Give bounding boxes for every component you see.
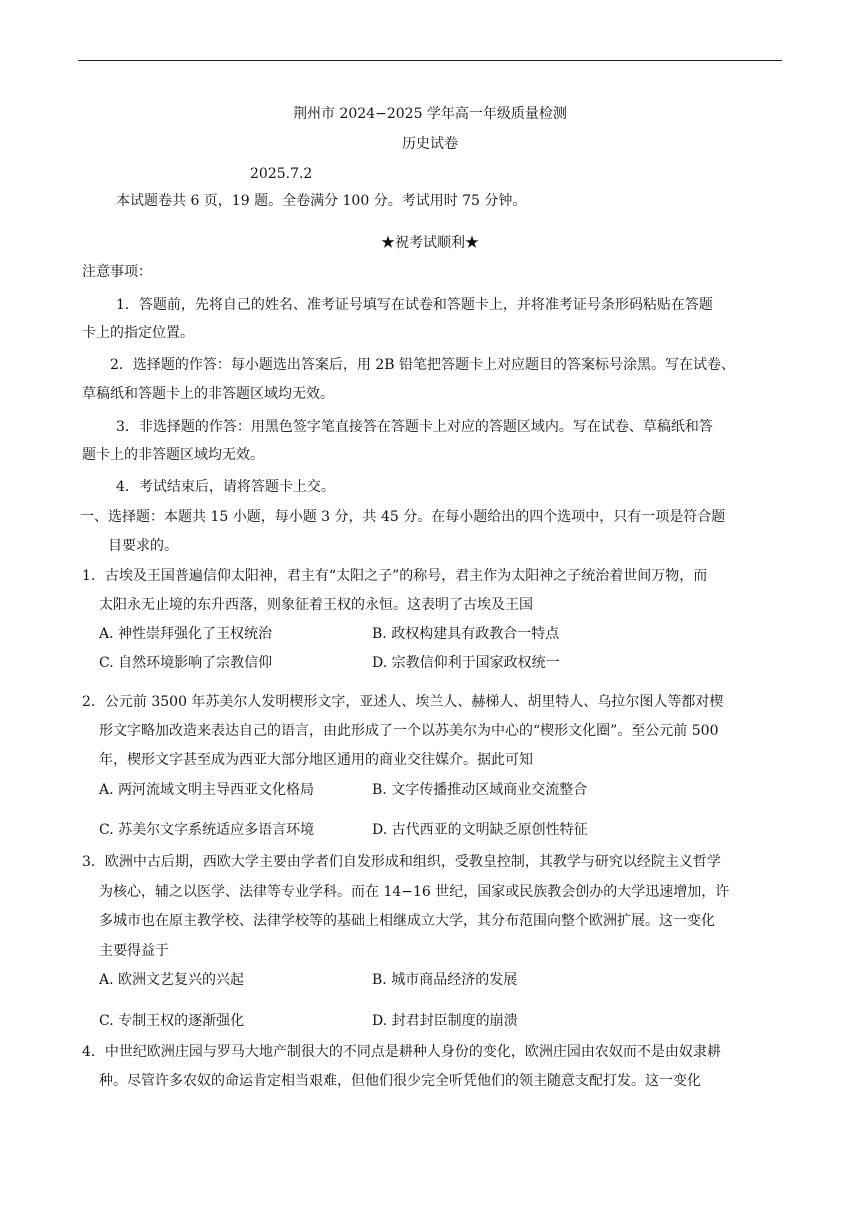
q4-line1: 4．中世纪欧洲庄园与罗马大地产制很大的不同点是耕种人身份的变化，欧洲庄园由农奴而不是由奴隶耕 (82, 1044, 721, 1060)
q1-option-a: A. 神性崇拜强化了王权统治 (99, 626, 273, 642)
q2-option-a: A. 两河流域文明主导西亚文化格局 (99, 782, 315, 798)
note-4-line1: 4．考试结束后，请将答题卡上交。 (116, 479, 335, 495)
exam-title: 荆州市 2024−2025 学年高一年级质量检测 (293, 106, 567, 122)
notes-heading: 注意事项： (82, 264, 152, 280)
exam-intro: 本试题卷共 6 页，19 题。全卷满分 100 分。考试用时 75 分钟。 (116, 193, 527, 209)
note-1-line1: 1．答题前，先将自己的姓名、准考证号填写在试卷和答题卡上，并将准考证号条形码粘贴在答题 (116, 297, 713, 313)
q1-option-d: D. 宗教信仰利于国家政权统一 (372, 655, 560, 671)
q1-option-b: B. 政权构建具有政教合一特点 (372, 626, 560, 642)
q3-line3: 多城市也在原主教学校、法律学校等的基础上相继成立大学，其分布范围向整个欧洲扩展。这一变化 (99, 913, 715, 929)
q2-line3: 年，楔形文字甚至成为西亚大部分地区通用的商业交往媒介。据此可知 (99, 752, 533, 768)
q1-line1: 1．古埃及王国普遍信仰太阳神，君主有“太阳之子”的称号，君主作为太阳神之子统治着世间万物，而 (82, 568, 708, 584)
note-3-line2: 题卡上的非答题区域均无效。 (82, 447, 264, 463)
note-1-line2: 卡上的指定位置。 (82, 325, 194, 341)
q3-option-b: B. 城市商品经济的发展 (372, 972, 518, 988)
note-3-line1: 3．非选择题的作答：用黑色签字笔直接答在答题卡上对应的答题区域内。写在试卷、草稿纸和答 (116, 419, 713, 435)
exam-subject: 历史试卷 (402, 136, 458, 152)
section1-line2: 目要求的。 (108, 538, 178, 554)
section1-line1: 一、选择题：本题共 15 小题，每小题 3 分，共 45 分。在每小题给出的四个选项中，只有一项是符合题 (80, 509, 726, 525)
q3-option-c: C. 专制王权的逐渐强化 (99, 1013, 245, 1029)
q2-option-d: D. 古代西亚的文明缺乏原创性特征 (372, 822, 588, 838)
q3-line4: 主要得益于 (99, 943, 169, 959)
q1-line2: 太阳永无止境的东升西落，则象征着王权的永恒。这表明了古埃及王国 (99, 597, 533, 613)
top-rule (78, 60, 782, 61)
q2-line1: 2．公元前 3500 年苏美尔人发明楔形文字，亚述人、埃兰人、赫梯人、胡里特人、乌拉尔图人等都对楔 (82, 694, 724, 710)
q1-option-c: C. 自然环境影响了宗教信仰 (99, 655, 273, 671)
q2-line2: 形文字略加改造来表达自己的语言，由此形成了一个以苏美尔为中心的“楔形文化圈”。至公元前 500 (99, 723, 719, 739)
exam-date: 2025.7.2 (250, 166, 313, 182)
note-2-line2: 草稿纸和答题卡上的非答题区域均无效。 (82, 386, 334, 402)
q3-line1: 3．欧洲中古后期，西欧大学主要由学者们自发形成和组织，受教皇控制，其教学与研究以经院主义哲学 (82, 854, 721, 870)
q4-line2: 种。尽管许多农奴的命运肯定相当艰难，但他们很少完全听凭他们的领主随意支配打发。这一变化 (99, 1073, 701, 1089)
q2-option-b: B. 文字传播推动区域商业交流整合 (372, 782, 588, 798)
q2-option-c: C. 苏美尔文字系统适应多语言环境 (99, 822, 315, 838)
q3-line2: 为核心，辅之以医学、法律等专业学科。而在 14−16 世纪，国家或民族教会创办的大学迅速增加，许 (99, 884, 730, 900)
q3-option-a: A. 欧洲文艺复兴的兴起 (99, 972, 245, 988)
q3-option-d: D. 封君封臣制度的崩溃 (372, 1013, 518, 1029)
note-2-line1: 2．选择题的作答：每小题选出答案后，用 2B 铅笔把答题卡上对应题目的答案标号涂黑。写在试卷、 (110, 357, 736, 373)
exam-wish: ★祝考试顺利★ (381, 235, 479, 251)
